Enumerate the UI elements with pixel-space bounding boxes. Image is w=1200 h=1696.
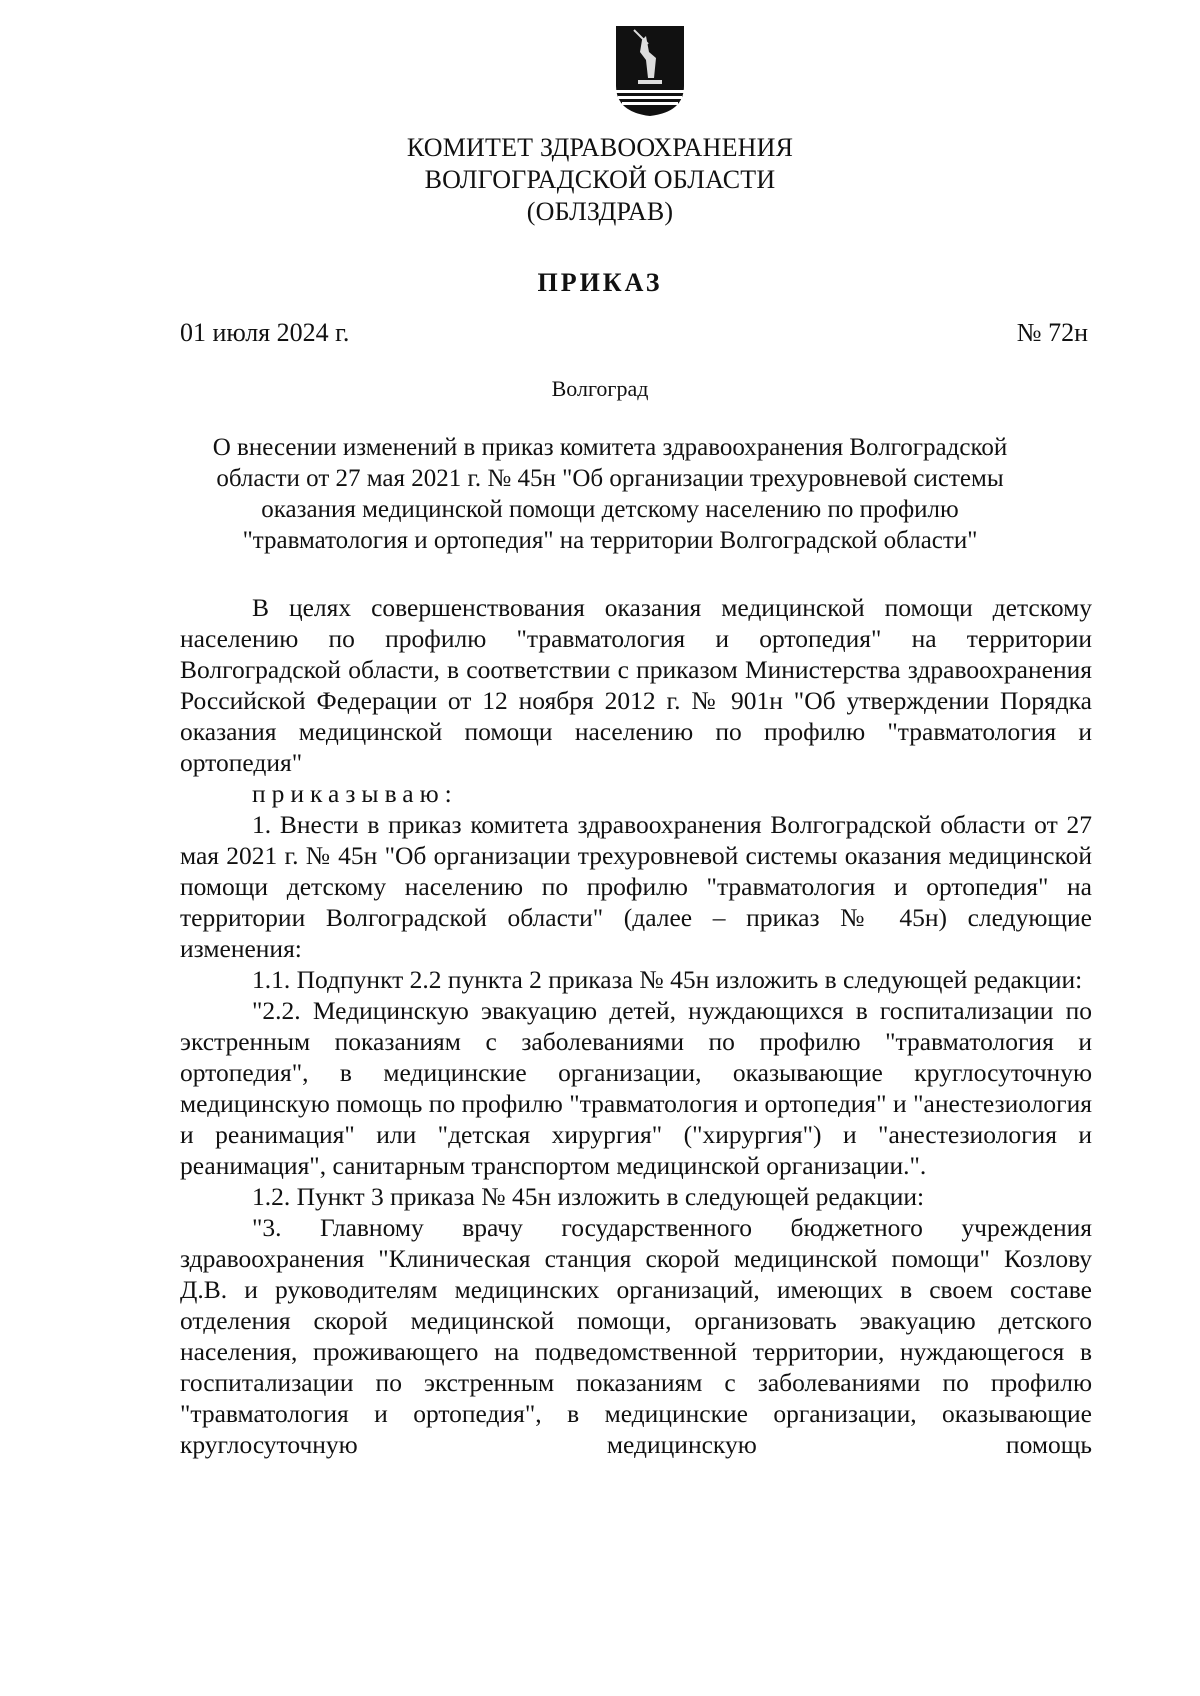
preamble-paragraph: В целях совершенствования оказания медицинской помощи детскому населению по профилю "травматология и ортопедия" на территории Волгоградской области, в соответствии с приказом Министерства здравоохранения Российской Федерации от 12 ноября 2012 г. № 901н "Об утверждении Порядка оказания медицинской помощи населению по профилю "травматология и ортопедия" [180,593,1092,777]
item-1-1-paragraph: 1.1. Подпункт 2.2 пункта 2 приказа № 45н изложить в следующей редакции: [252,965,1083,994]
item-1-2-paragraph: 1.2. Пункт 3 приказа № 45н изложить в следующей редакции: [252,1182,925,1211]
organization-line: ВОЛГОГРАДСКОЙ ОБЛАСТИ [424,165,776,194]
organization-name [0,132,1200,228]
organization-line: КОМИТЕТ ЗДРАВООХРАНЕНИЯ [406,133,794,162]
item-2-2-paragraph: "2.2. Медицинскую эвакуацию детей, нуждающихся в госпитализации по экстренным показаниям с заболеваниями по профилю "травматология и ортопедия", в медицинские организации, оказывающие круглосуточную медицинскую помощь по профилю "травматология и ортопедия" и "анестезиология и реанимация" или "детская хирургия" ("хирургия") и "анестезиология и реанимация", санитарным транспортом медицинской организации.". [180,996,1092,1180]
document-title [150,432,1070,556]
document-body [180,592,1092,1460]
title-line: "травматология и ортопедия" на территории Волгоградской области" [242,527,978,554]
item-3-paragraph: "3. Главному врачу государственного бюджетного учреждения здравоохранения "Клиническая станция скорой медицинской помощи" Козлову Д.В. и руководителям медицинских организаций, имеющих в своем составе отделения скорой медицинской помощи, организовать эвакуацию детского населения, проживающего на подведомственной территории, нуждающегося в госпитализации по экстренным показаниям с заболеваниями по профилю "травматология и ортопедия", в медицинские организации, оказывающие круглосуточную медицинскую помощь [180,1213,1092,1459]
document-heading: ПРИКАЗ [537,268,663,297]
title-line: О внесении изменений в приказ комитета здравоохранения Волгоградской [212,434,1008,461]
order-word: приказываю: [252,779,458,808]
organization-line: (ОБЛЗДРАВ) [526,197,674,226]
order-date: 01 июля 2024 г. [180,318,350,347]
title-line: области от 27 мая 2021 г. № 45н "Об организации трехуровневой системы [216,465,1004,492]
volgograd-coat-of-arms-icon [612,22,688,118]
item-1-paragraph: 1. Внести в приказ комитета здравоохранения Волгоградской области от 27 мая 2021 г. № 45н "Об организации трехуровневой системы оказания медицинской помощи детскому населению по профилю "травматология и ортопедия" на территории Волгоградской области" (далее – приказ № 45н) следующие изменения: [180,810,1092,963]
title-line: оказания медицинской помощи детскому населению по профилю [261,496,959,523]
order-number: № 72н [1016,318,1088,347]
city-name: Волгоград [551,376,649,401]
